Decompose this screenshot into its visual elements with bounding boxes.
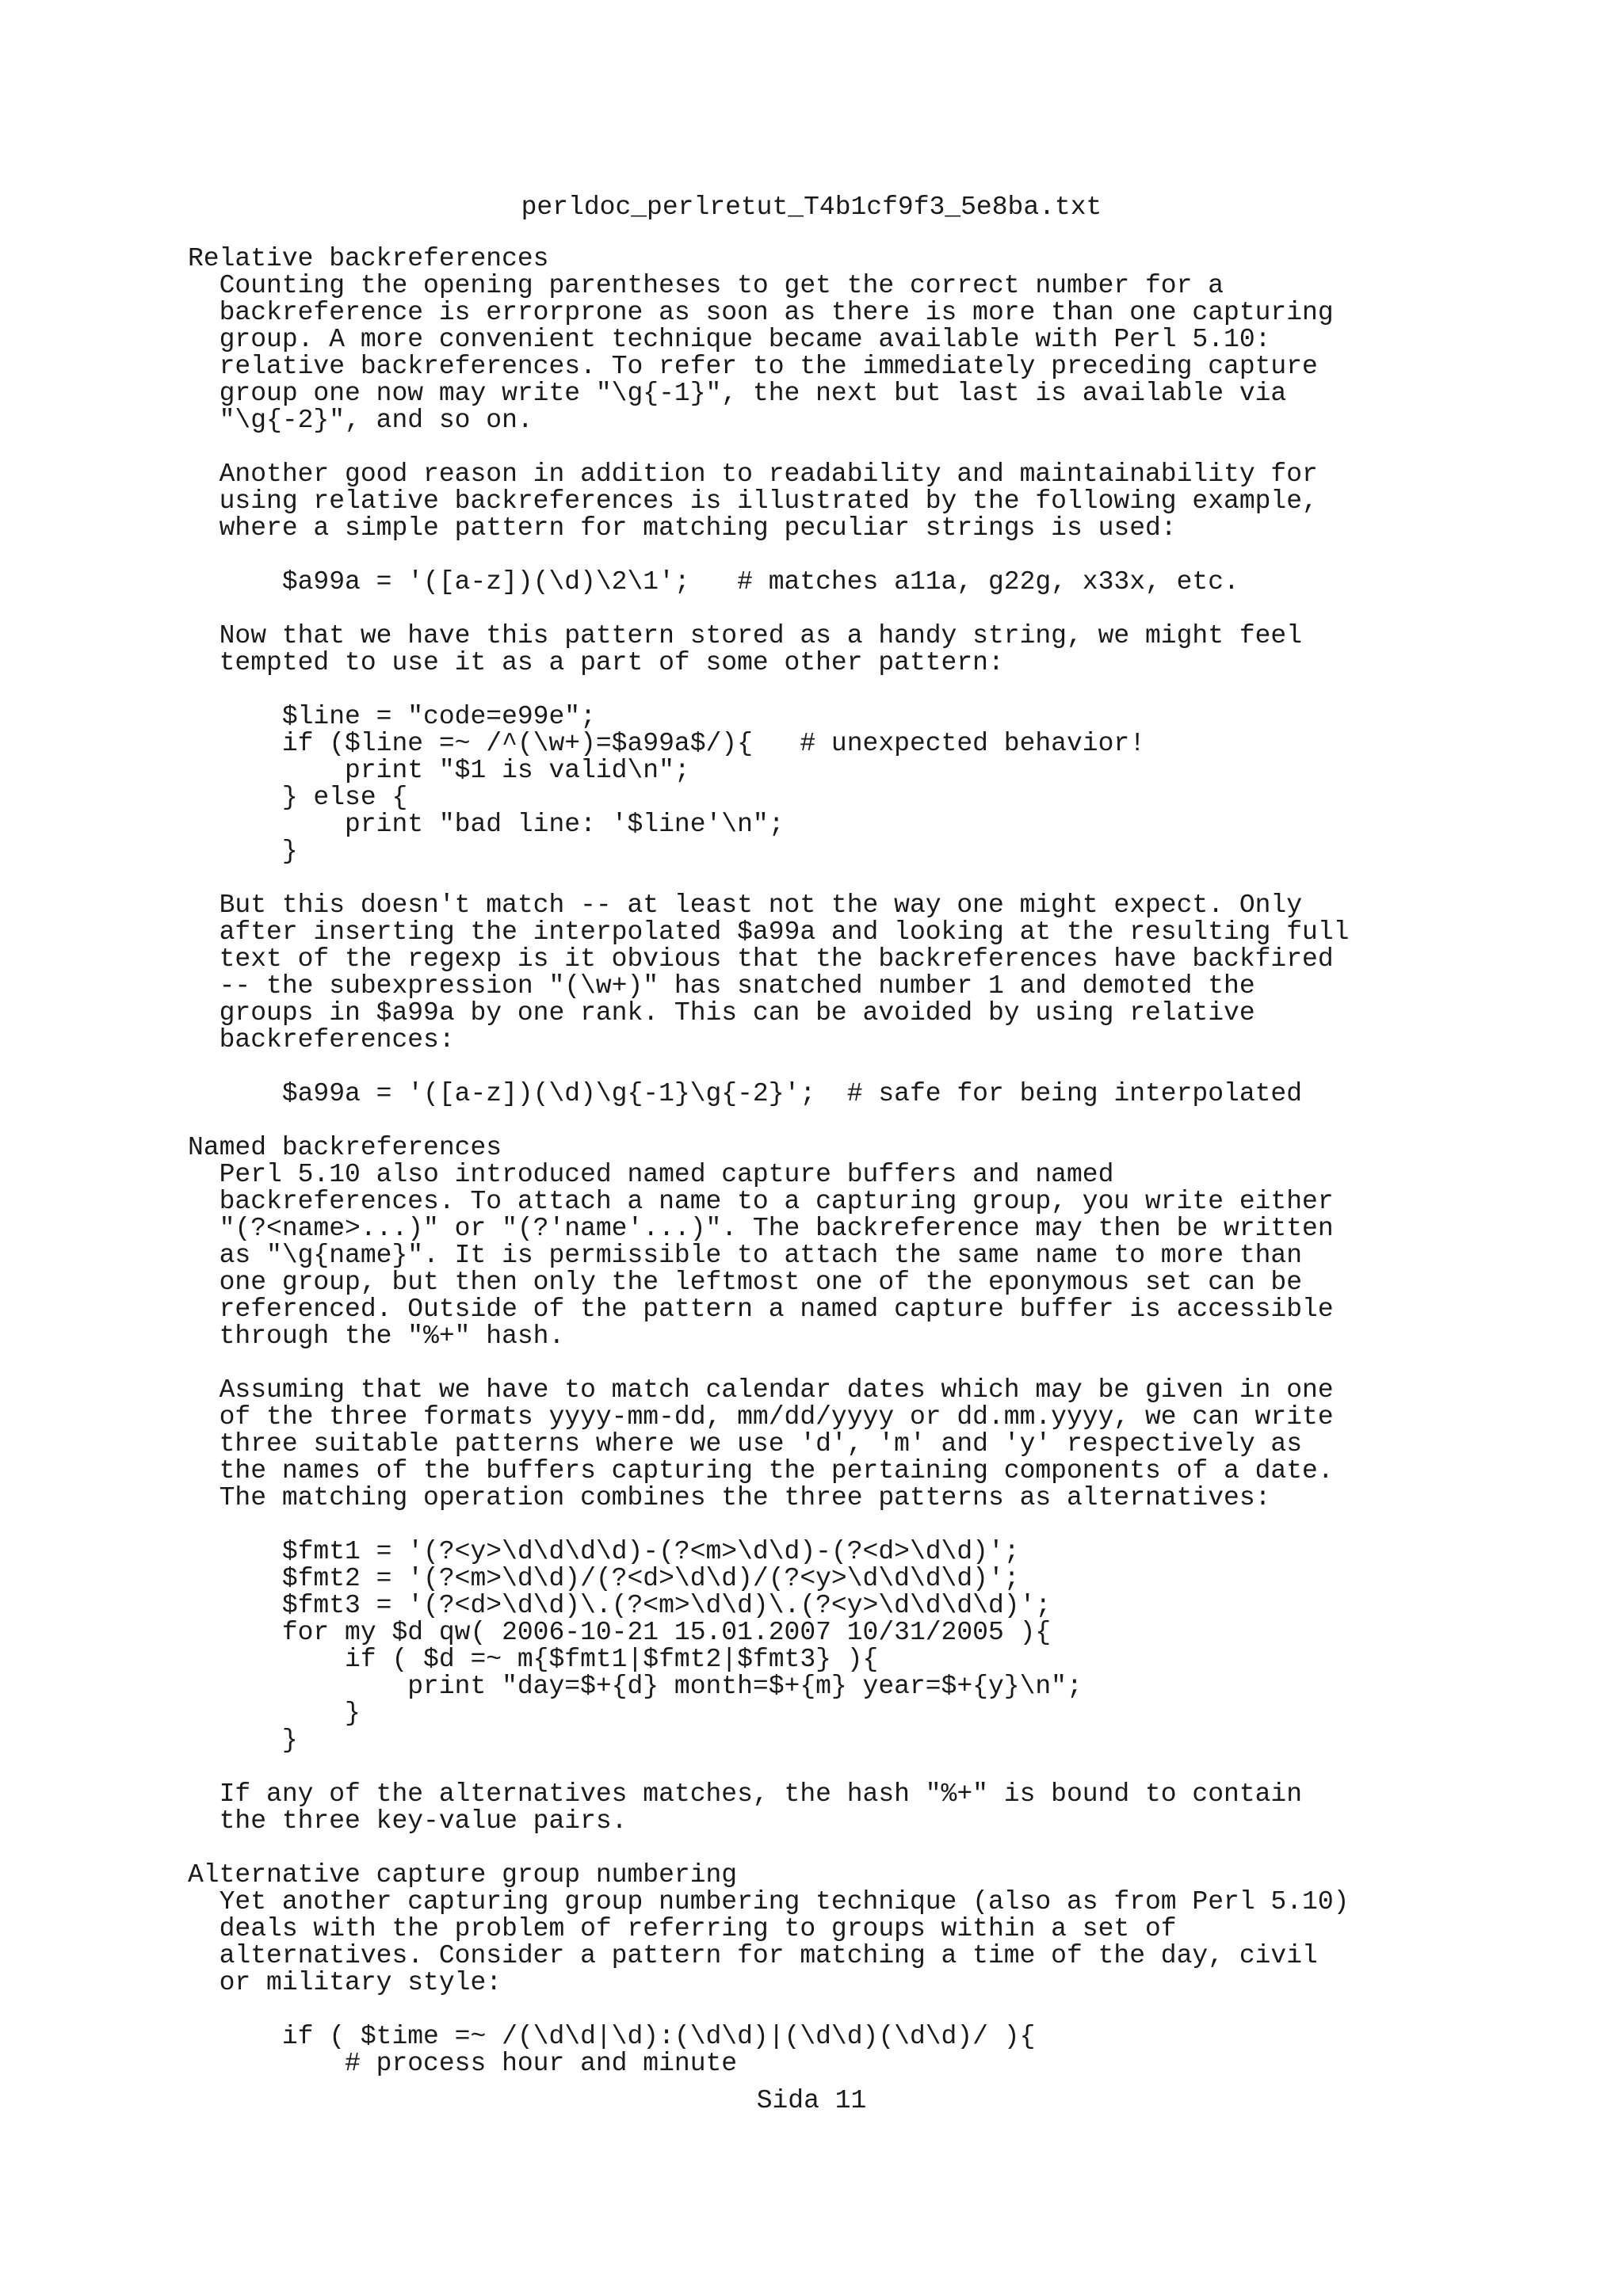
text-line: Relative backreferences xyxy=(188,244,549,273)
text-line: Now that we have this pattern stored as a handy string, we might feel xyxy=(188,621,1303,650)
text-line xyxy=(188,1054,1598,1081)
text-line: groups in $a99a by one rank. This can be avoided by using relative xyxy=(188,998,1255,1028)
text-line: group. A more convenient technique became available with Perl 5.10: xyxy=(188,325,1271,354)
text-line: Perl 5.10 also introduced named capture buffers and named xyxy=(188,1160,1114,1189)
text-line: The matching operation combines the three patterns as alternatives: xyxy=(188,1483,1271,1512)
text-line: three suitable patterns where we use 'd', 'm' and 'y' respectively as xyxy=(188,1429,1303,1459)
text-line: as "\g{name}". It is permissible to attach the same name to more than xyxy=(188,1241,1303,1270)
text-line: for my $d qw( 2006-10-21 15.01.2007 10/31/2005 ){ xyxy=(188,1618,1052,1647)
text-line: deals with the problem of referring to groups within a set of xyxy=(188,1914,1177,1943)
text-line: print "$1 is valid\n"; xyxy=(188,756,690,785)
text-line: Counting the opening parentheses to get the correct number for a xyxy=(188,271,1224,300)
text-line: one group, but then only the leftmost one of the eponymous set can be xyxy=(188,1268,1303,1297)
text-line: } xyxy=(188,1699,361,1728)
text-line xyxy=(188,1835,1598,1862)
text-line xyxy=(188,1108,1598,1135)
text-line xyxy=(188,1997,1598,2023)
text-line: # process hour and minute xyxy=(188,2049,738,2078)
page-header-filename: perldoc_perlretut_T4b1cf9f3_5e8ba.txt xyxy=(521,193,1102,222)
text-line: "(?<name>...)" or "(?'name'...)". The backreference may then be written xyxy=(188,1214,1334,1243)
text-line: $a99a = '([a-z])(\d)\2\1'; # matches a11a, g22g, x33x, etc. xyxy=(188,567,1239,597)
text-line: relative backreferences. To refer to the immediately preceding capture xyxy=(188,352,1318,381)
text-line: the names of the buffers capturing the pertaining components of a date. xyxy=(188,1456,1334,1486)
text-line xyxy=(188,1512,1598,1539)
text-line: if ($line =~ /^(\w+)=$a99a$/){ # unexpected behavior! xyxy=(188,729,1145,758)
text-line: of the three formats yyyy-mm-dd, mm/dd/yyyy or dd.mm.yyyy, we can write xyxy=(188,1402,1334,1432)
text-line: where a simple pattern for matching peculiar strings is used: xyxy=(188,513,1177,543)
text-line: using relative backreferences is illustrated by the following example, xyxy=(188,486,1318,516)
text-line: $fmt1 = '(?<y>\d\d\d\d)-(?<m>\d\d)-(?<d>\d\d)'; xyxy=(188,1537,1020,1566)
text-line xyxy=(188,1350,1598,1377)
text-line: print "bad line: '$line'\n"; xyxy=(188,810,785,839)
text-line: Yet another capturing group numbering technique (also as from Perl 5.10) xyxy=(188,1887,1350,1917)
document-body xyxy=(188,246,1598,2077)
text-line: $fmt2 = '(?<m>\d\d)/(?<d>\d\d)/(?<y>\d\d\d\d)'; xyxy=(188,1564,1020,1593)
text-line: $line = "code=e99e"; xyxy=(188,702,596,731)
text-line xyxy=(188,677,1598,704)
text-line: text of the regexp is it obvious that the backreferences have backfired xyxy=(188,944,1334,974)
text-line: after inserting the interpolated $a99a and looking at the resulting full xyxy=(188,917,1350,947)
text-line: if ( $time =~ /(\d\d|\d):(\d\d)|(\d\d)(\d\d)/ ){ xyxy=(188,2022,1036,2051)
text-line: or military style: xyxy=(188,1968,502,1997)
text-line: referenced. Outside of the pattern a named capture buffer is accessible xyxy=(188,1295,1334,1324)
page-footer-number: Sida 11 xyxy=(756,2086,867,2115)
text-line: "\g{-2}", and so on. xyxy=(188,406,533,435)
text-line xyxy=(188,865,1598,892)
text-line: Another good reason in addition to readability and maintainability for xyxy=(188,460,1318,489)
text-line: group one now may write "\g{-1}", the next but last is available via xyxy=(188,379,1287,408)
text-line xyxy=(188,542,1598,569)
text-line: if ( $d =~ m{$fmt1|$fmt2|$fmt3} ){ xyxy=(188,1645,879,1674)
text-line: } xyxy=(188,837,298,866)
text-line: the three key-value pairs. xyxy=(188,1806,628,1836)
text-line: -- the subexpression "(\w+)" has snatched number 1 and demoted the xyxy=(188,971,1255,1001)
text-line: If any of the alternatives matches, the hash "%+" is bound to contain xyxy=(188,1779,1303,1809)
text-line: Assuming that we have to match calendar dates which may be given in one xyxy=(188,1375,1334,1405)
text-line xyxy=(188,434,1598,461)
text-line: backreferences: xyxy=(188,1025,455,1055)
text-line: through the "%+" hash. xyxy=(188,1322,565,1351)
text-line: } xyxy=(188,1726,298,1755)
text-line: Named backreferences xyxy=(188,1133,502,1162)
text-line: But this doesn't match -- at least not the way one might expect. Only xyxy=(188,891,1303,920)
text-line: tempted to use it as a part of some other pattern: xyxy=(188,648,1004,677)
text-line: $fmt3 = '(?<d>\d\d)\.(?<m>\d\d)\.(?<y>\d\d\d\d)'; xyxy=(188,1591,1052,1620)
text-line: backreference is errorprone as soon as there is more than one capturing xyxy=(188,298,1334,327)
text-line xyxy=(188,1754,1598,1781)
text-line xyxy=(188,596,1598,623)
text-line: $a99a = '([a-z])(\d)\g{-1}\g{-2}'; # safe for being interpolated xyxy=(188,1079,1303,1108)
text-line: alternatives. Consider a pattern for matching a time of the day, civil xyxy=(188,1941,1318,1970)
text-line: Alternative capture group numbering xyxy=(188,1860,738,1890)
text-line: print "day=$+{d} month=$+{m} year=$+{y}\n"; xyxy=(188,1672,1083,1701)
text-line: } else { xyxy=(188,783,408,812)
text-line: backreferences. To attach a name to a capturing group, you write either xyxy=(188,1187,1334,1216)
